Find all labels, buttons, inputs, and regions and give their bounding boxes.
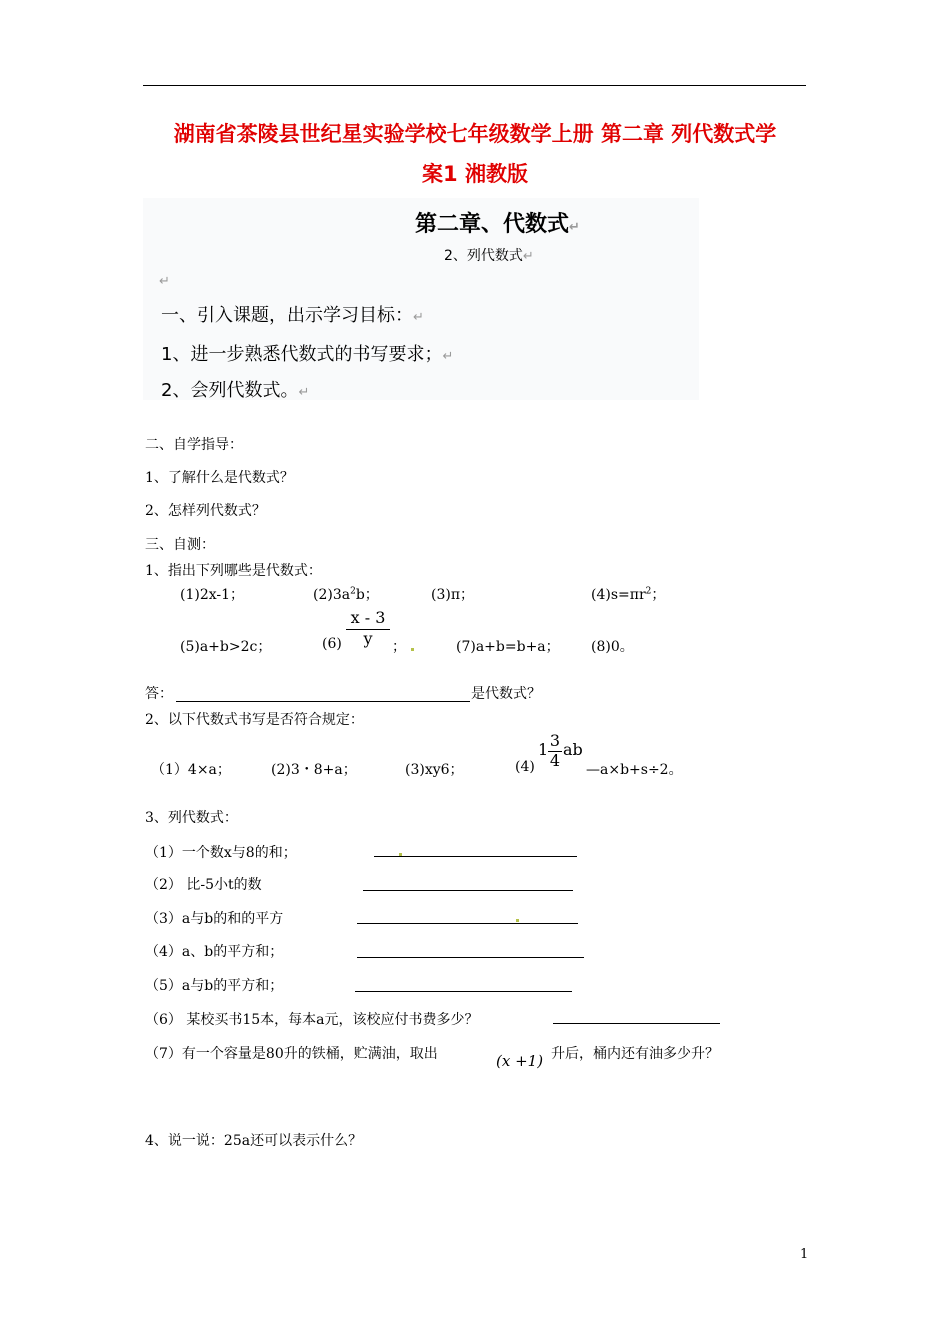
expression-3: （3）a与b的和的平方: [145, 911, 284, 927]
item-2: $(2)3a^2b$；: [313, 586, 379, 603]
mixed-number-ab: ab: [563, 740, 583, 759]
test-question-1: 1、指出下列哪些是代数式：: [145, 563, 322, 579]
item-3: (3)π；: [431, 587, 475, 603]
expression-2-blank: [363, 890, 573, 891]
expression-6: （6） 某校买书15本，每本a元，该校应付书费多少？: [145, 1012, 479, 1028]
guide-title: 二、自学指导：: [145, 437, 243, 453]
fraction-numerator: 3: [549, 731, 561, 750]
item-7: (7)a+b=b+a；: [456, 639, 560, 655]
page-number: 1: [800, 1247, 809, 1262]
item-1: (1)2x-1；: [180, 587, 245, 603]
expression-7-part-1: （7）有一个容量是80升的铁桶，贮满油，取出: [145, 1046, 438, 1062]
expression-3-blank: [357, 923, 578, 924]
scan-dot: [516, 919, 519, 922]
panel-subheading: 2、列代数式↵: [444, 248, 534, 264]
paragraph-mark-icon: ↵: [569, 220, 580, 235]
panel-heading: 第二章、代数式↵: [415, 212, 580, 237]
test-question-3: 3、列代数式：: [145, 810, 238, 826]
expression-1: （1）一个数x与8的和；: [145, 845, 297, 861]
item-4: $(4)s=\pi r^2$；: [591, 586, 666, 603]
document-title-line-2: 案1 湘教版: [422, 162, 528, 186]
writing-3: (3)xy6；: [405, 762, 464, 778]
writing-4-label: (4): [515, 759, 535, 775]
writing-1: （1）4×a；: [151, 762, 231, 778]
item-5: (5)a+b>2c；: [180, 639, 272, 655]
guide-question-2: 2、怎样列代数式？: [145, 503, 266, 519]
writing-4-end: —a×b+s÷2。: [586, 762, 683, 778]
intro-image-panel: [143, 198, 699, 400]
expression-7-part-2: 升后，桶内还有油多少升？: [551, 1046, 719, 1062]
expression-5: （5）a与b的平方和；: [145, 978, 284, 994]
expression-4: （4）a、b的平方和；: [145, 944, 284, 960]
scan-dot: [399, 853, 402, 856]
paragraph-mark-icon: ↵: [298, 385, 310, 400]
fraction-numerator: x - 3: [350, 608, 386, 627]
mixed-number-integer: 1: [538, 740, 549, 759]
paragraph-mark-icon: ↵: [442, 349, 454, 364]
item-6-label: (6): [322, 636, 342, 652]
expression-1-blank: [374, 856, 577, 857]
paragraph-mark-icon: ↵: [159, 274, 170, 289]
expression-5-blank: [355, 991, 572, 992]
panel-objective-1: 1、进一步熟悉代数式的书写要求；↵: [161, 344, 454, 365]
scan-dot: [411, 648, 414, 651]
expression-7-x-plus-1: (x +1): [496, 1052, 544, 1070]
expression-6-blank: [553, 1023, 720, 1024]
fraction-three-quarters: [548, 731, 562, 770]
test-question-4: 4、说一说：25a还可以表示什么？: [145, 1133, 363, 1149]
header-rule: [143, 85, 806, 86]
expression-4-blank: [357, 957, 584, 958]
answer-suffix: 是代数式？: [471, 686, 541, 702]
item-8: (8)0。: [591, 639, 634, 655]
paragraph-mark-icon: ↵: [522, 249, 534, 264]
panel-objective-2: 2、会列代数式。↵: [161, 380, 310, 401]
item-6-end: ；: [392, 639, 406, 655]
fraction-x-minus-3-over-y: [346, 607, 390, 648]
guide-question-1: 1、了解什么是代数式？: [145, 470, 294, 486]
test-question-2: 2、以下代数式书写是否符合规定：: [145, 712, 364, 728]
document-title-line-1: 湖南省茶陵县世纪星实验学校七年级数学上册 第二章 列代数式学: [173, 122, 777, 146]
answer-blank: [176, 701, 470, 702]
paragraph-mark-icon: ↵: [413, 310, 424, 325]
writing-2: (2)3・8+a；: [271, 762, 357, 778]
test-title: 三、自测：: [145, 537, 215, 553]
fraction-denominator: y: [346, 629, 390, 648]
fraction-denominator: 4: [549, 751, 561, 770]
answer-prefix: 答：: [145, 686, 173, 702]
panel-section-1: 一、引入课题，出示学习目标：↵: [161, 305, 424, 326]
expression-2: （2） 比-5小t的数: [145, 877, 262, 893]
